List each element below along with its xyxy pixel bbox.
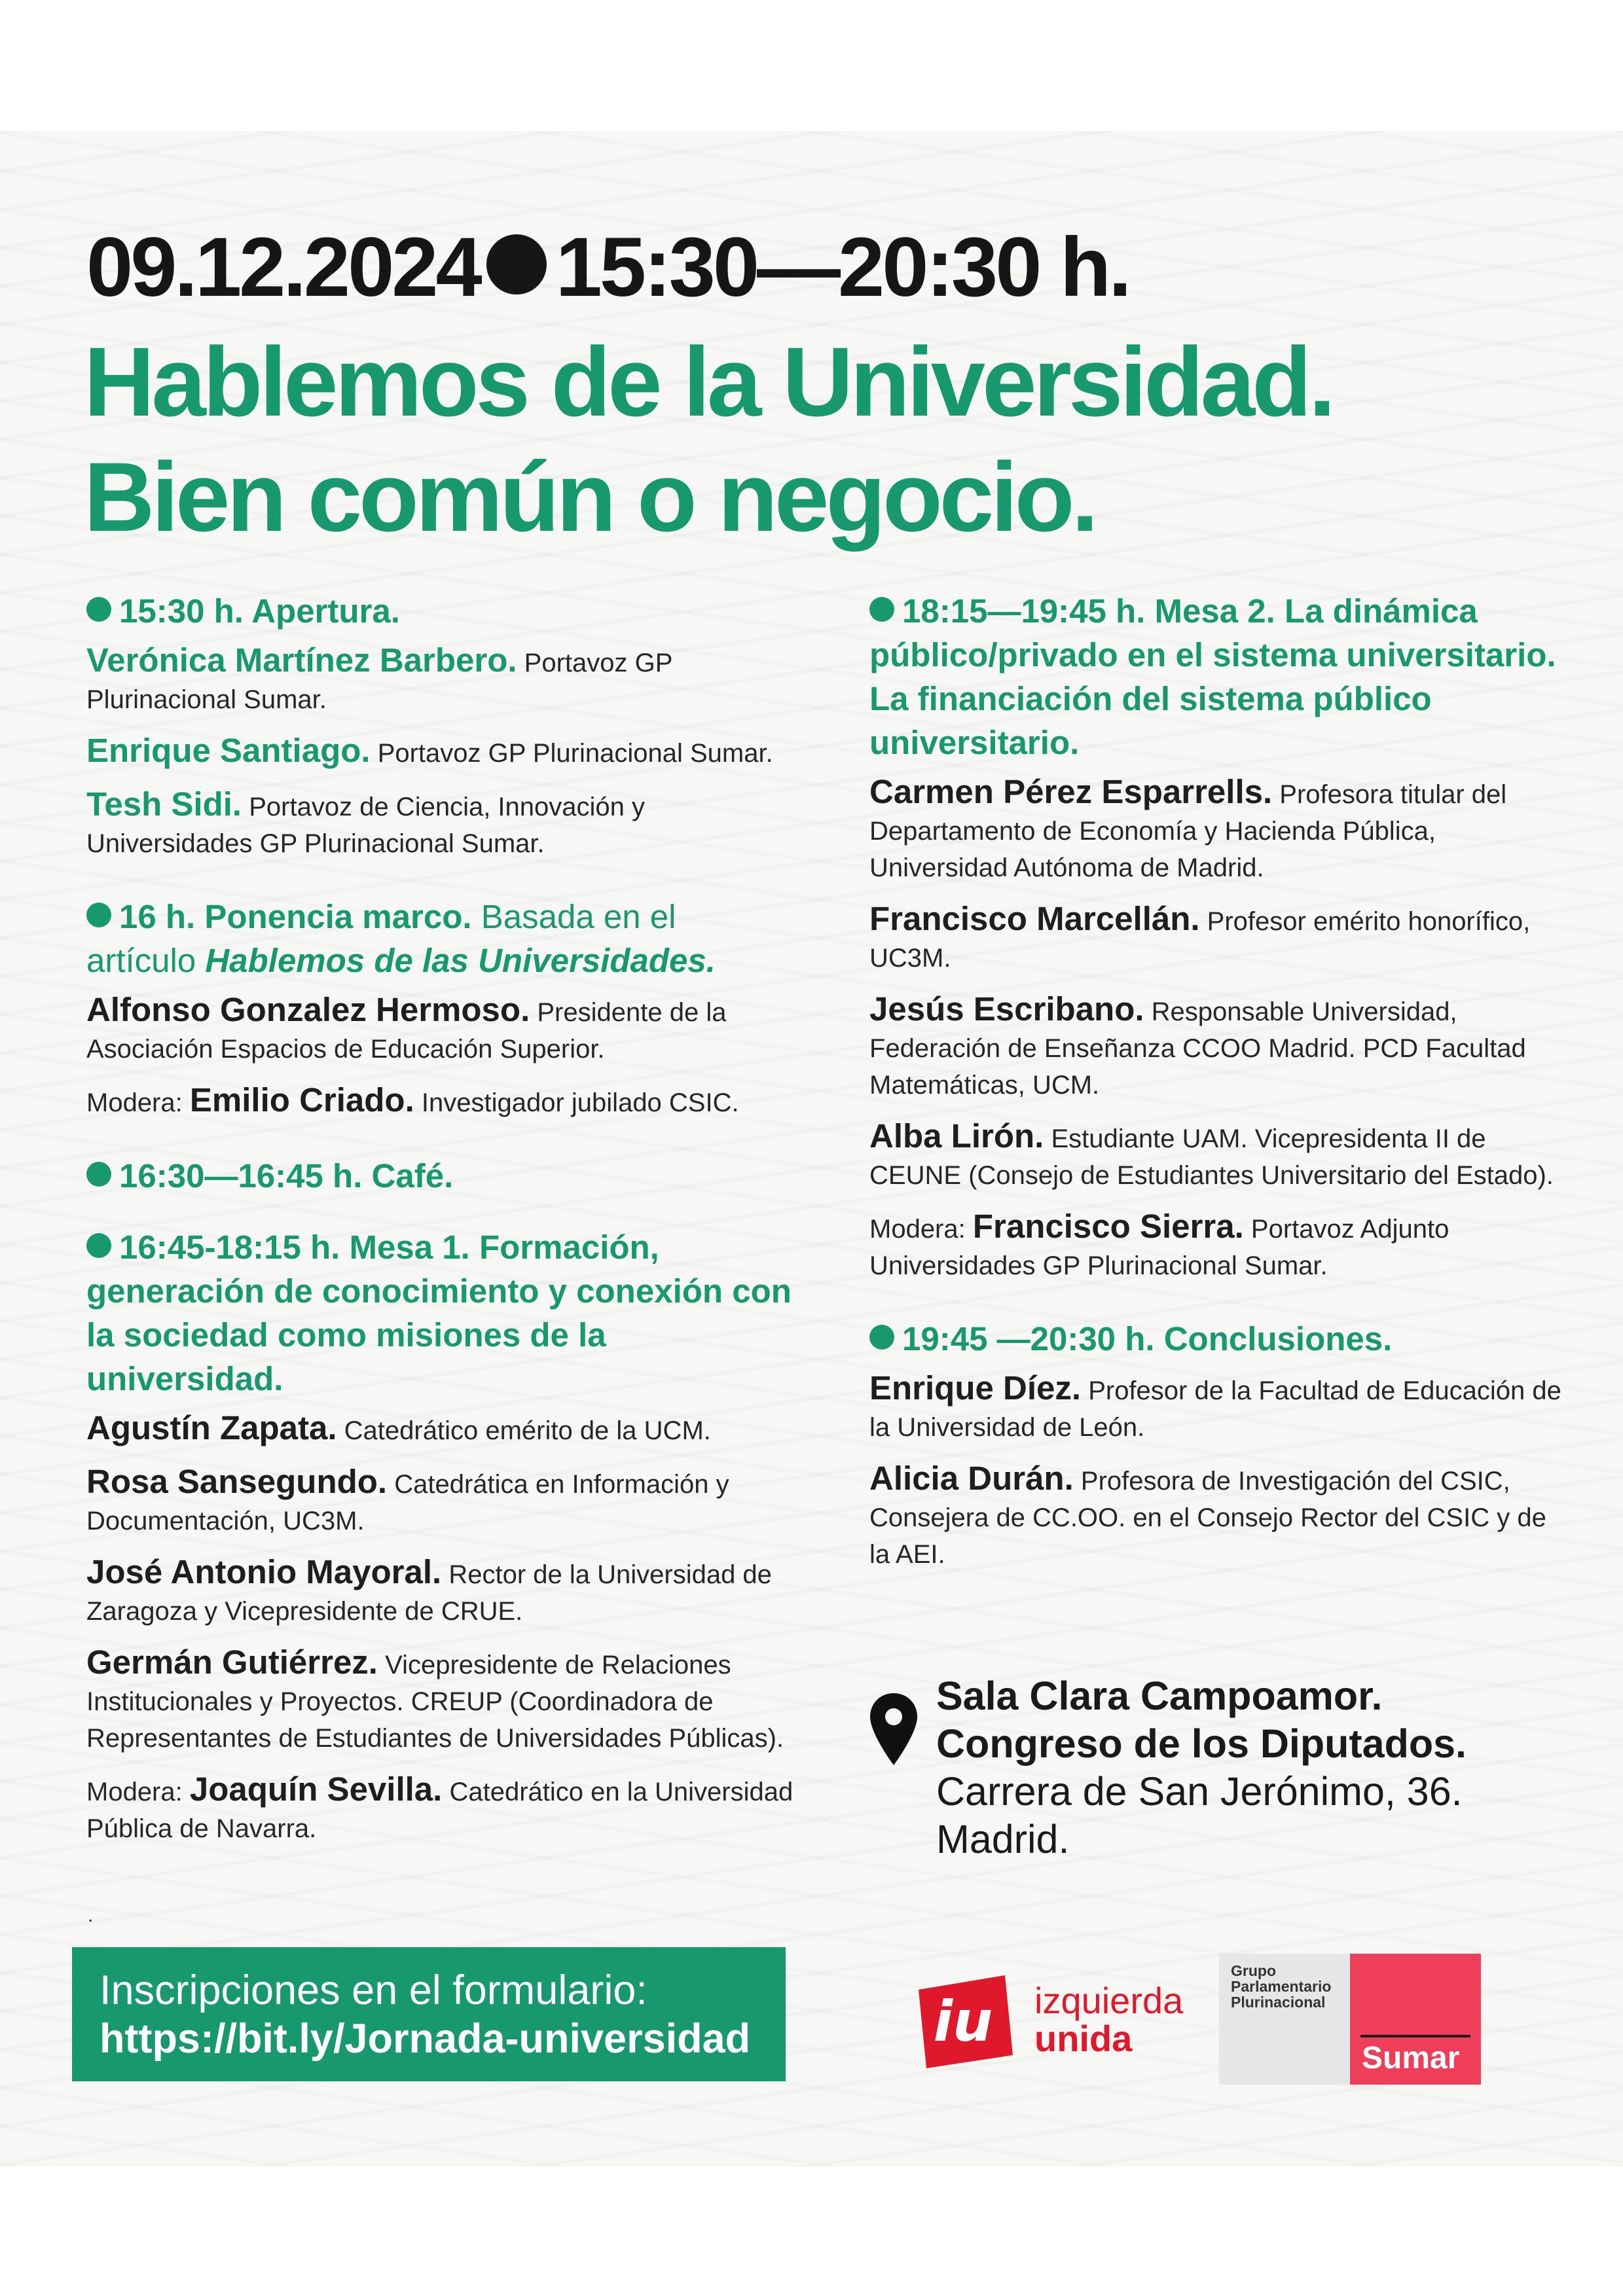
venue-city: Madrid.: [936, 1817, 1070, 1861]
event-date: 09.12.2024: [86, 221, 480, 314]
speaker-entry: Agustín Zapata. Catedrático emérito de la UCM.: [86, 1409, 711, 1446]
event-title: [84, 324, 1557, 554]
bullet-dot-icon: [869, 597, 894, 622]
venue-street: Carrera de San Jerónimo, 36.: [936, 1769, 1463, 1814]
speaker-entry: Francisco Marcellán. Profesor emérito honorífico, UC3M.: [869, 900, 1531, 973]
bullet-dot-icon: [486, 234, 547, 295]
speaker-entry: Enrique Díez. Profesor de la Facultad de Educación de la Universidad de León.: [869, 1369, 1561, 1442]
sumar-underline: [1360, 2035, 1470, 2037]
bullet-dot-icon: [86, 597, 111, 622]
bullet-dot-icon: [86, 903, 111, 927]
section-apertura: 15:30 h. Apertura.: [86, 589, 793, 633]
bullet-dot-icon: [86, 1162, 111, 1187]
venue-building: Congreso de los Diputados.: [936, 1721, 1467, 1766]
moderator-entry: Modera: Francisco Sierra. Portavoz Adjunto Universidades GP Plurinacional Sumar.: [869, 1208, 1450, 1280]
registration-link[interactable]: https://bit.ly/Jornada-universidad: [100, 2016, 751, 2062]
izquierda-unida-logo: [907, 1957, 1188, 2075]
venue-block: [867, 1672, 1588, 1901]
event-time: 15:30—20:30 h.: [555, 221, 1129, 314]
section-mesa-1: 16:45-18:15 h. Mesa 1. Formación, generación de conocimiento y conexión con la sociedad como misiones de la universidad.: [86, 1229, 792, 1397]
sumar-logo: [1350, 1954, 1481, 2085]
section-conclusiones: 19:45 —20:30 h. Conclusiones.: [869, 1317, 1563, 1361]
speaker-entry: Enrique Santiago. Portavoz GP Plurinacional Sumar.: [86, 732, 773, 769]
program-right-column: [869, 589, 1563, 1587]
section-ponencia: 16 h. Ponencia marco. Basada en el artículo Hablemos de las Universidades.: [86, 898, 716, 979]
speaker-entry: Verónica Martínez Barbero. Portavoz GP Plurinacional Sumar.: [86, 641, 672, 714]
bullet-dot-icon: [86, 1233, 111, 1258]
bullet-dot-icon: [869, 1325, 894, 1350]
title-line-1: Hablemos de la Universidad.: [84, 327, 1333, 437]
svg-text:iu: iu: [933, 1989, 993, 2054]
speaker-entry: Germán Gutiérrez. Vicepresidente de Relaciones Institucionales y Proyectos. CREUP (Coordinadora de Representantes de Estudiantes de Universidades Públicas).: [86, 1643, 784, 1753]
location-pin-icon: [867, 1691, 920, 1769]
iu-logo-icon: [907, 1964, 1018, 2075]
title-line-2: Bien común o negocio.: [84, 442, 1096, 552]
program-left-column: [86, 589, 793, 1861]
venue-text: [936, 1672, 1467, 1863]
section-cafe: 16:30—16:45 h. Café.: [86, 1154, 793, 1198]
moderator-entry: Modera: Joaquín Sevilla. Catedrático en la Universidad Pública de Navarra.: [86, 1770, 793, 1843]
speaker-entry: Alfonso Gonzalez Hermoso. Presidente de la Asociación Espacios de Educación Superior.: [86, 991, 727, 1064]
section-mesa-2: 18:15—19:45 h. Mesa 2. La dinámica público/privado en el sistema universitario. La financiación del sistema público universitario.: [869, 592, 1556, 761]
stray-dot: .: [88, 1905, 94, 1926]
venue-room: Sala Clara Campoamor.: [936, 1674, 1383, 1718]
speaker-entry: Carmen Pérez Esparrells. Profesora titular del Departamento de Economía y Hacienda Pública, Universidad Autónoma de Madrid.: [869, 773, 1507, 882]
iu-wordmark: izquierda unida: [1034, 1980, 1184, 2059]
speaker-entry: José Antonio Mayoral. Rector de la Universidad de Zaragoza y Vicepresidente de CRUE.: [86, 1553, 772, 1626]
event-datetime: [86, 219, 1129, 315]
registration-label: Inscripciones en el formulario:: [100, 1967, 647, 2013]
speaker-entry: Rosa Sansegundo. Catedrática en Información y Documentación, UC3M.: [86, 1463, 729, 1535]
grupo-parlamentario-logo: Grupo Parlamentario Plurinacional: [1219, 1954, 1350, 2085]
speaker-entry: Alicia Durán. Profesora de Investigación del CSIC, Consejera de CC.OO. en el Consejo Rector del CSIC y de la AEI.: [869, 1460, 1546, 1569]
sumar-wordmark: Sumar: [1362, 2041, 1460, 2075]
speaker-entry: Tesh Sidi. Portavoz de Ciencia, Innovación y Universidades GP Plurinacional Sumar.: [86, 785, 646, 858]
speaker-entry: Alba Lirón. Estudiante UAM. Vicepresidenta II de CEUNE (Consejo de Estudiantes Universitario del Estado).: [869, 1117, 1554, 1190]
speaker-entry: Jesús Escribano. Responsable Universidad, Federación de Enseñanza CCOO Madrid. PCD Facultad Matemáticas, UCM.: [869, 990, 1526, 1100]
registration-banner: [72, 1947, 786, 2081]
moderator-entry: Modera: Emilio Criado. Investigador jubilado CSIC.: [86, 1081, 739, 1119]
